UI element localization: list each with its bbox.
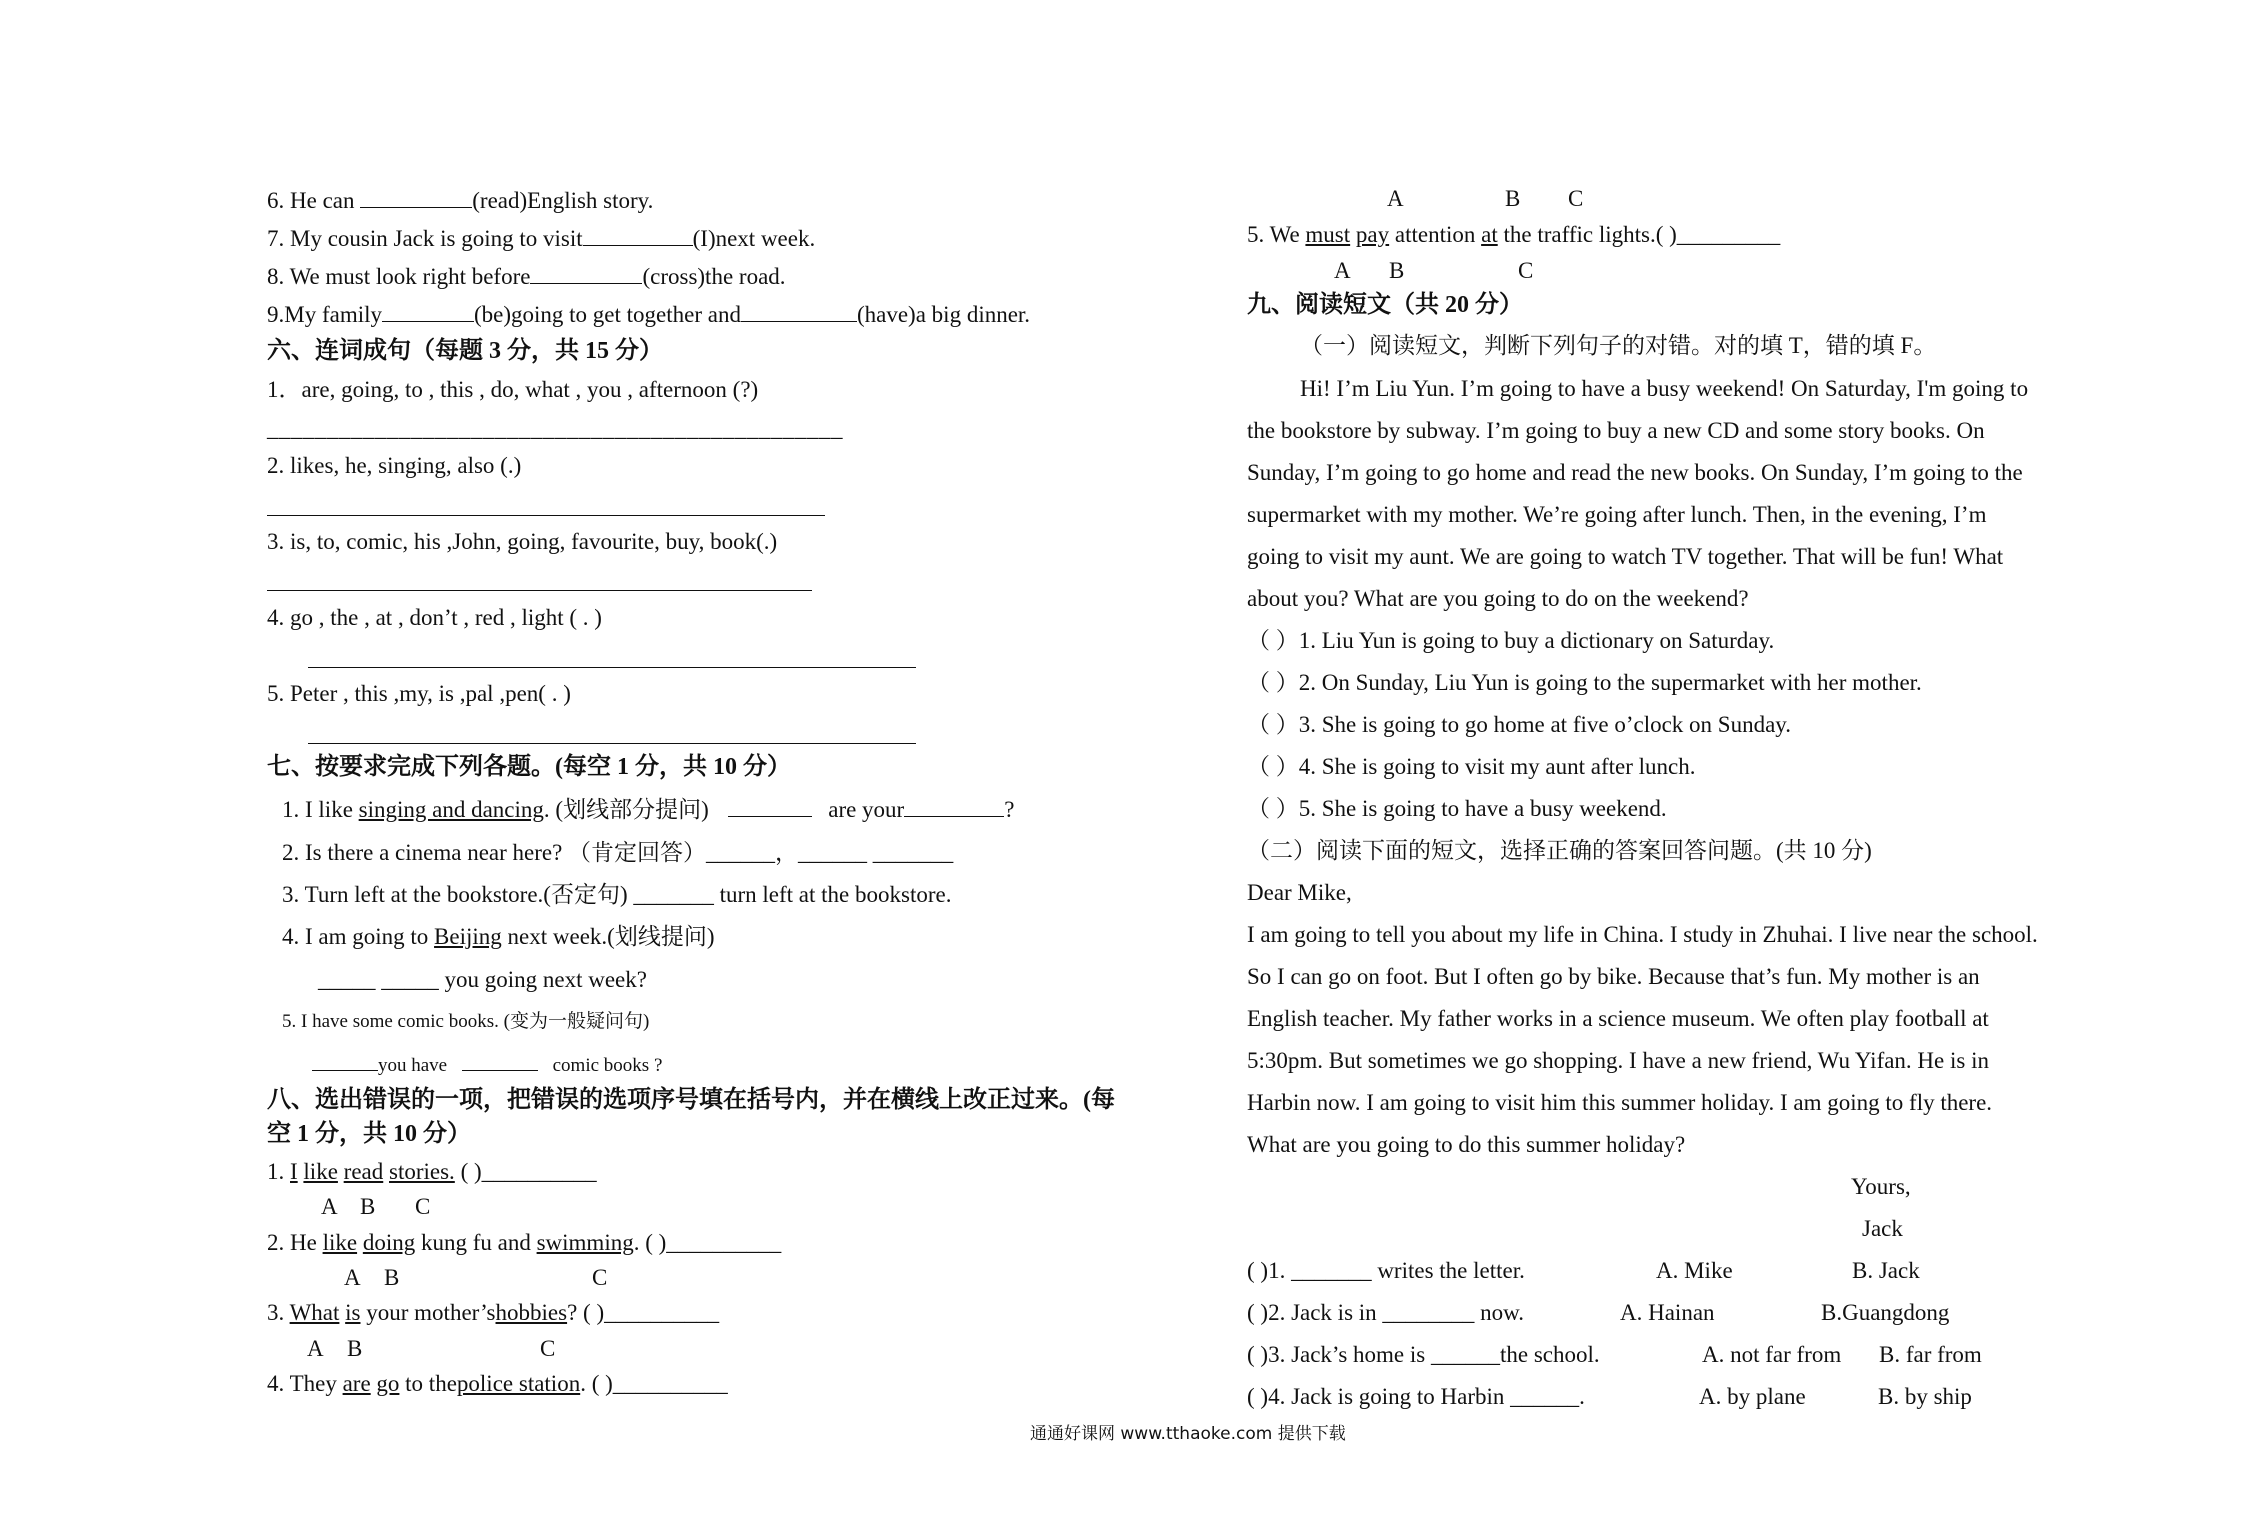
option-label-b: B [1389, 258, 1405, 283]
mc-option-a[interactable]: A. Mike [1656, 1258, 1733, 1283]
q1-prefix: 1. I like [282, 797, 359, 822]
answer-blank[interactable] [382, 301, 474, 322]
fill-item-7-prefix: 7. My cousin Jack is going to visit [267, 226, 583, 251]
q1-underlined-part: singing and dancing [358, 797, 544, 822]
option-label-c: C [540, 1336, 556, 1361]
option-c-word: swimming [536, 1230, 634, 1255]
passage1-line: going to visit my aunt. We are going to watch TV together. That will be fun! What [1247, 544, 2004, 569]
tf-item[interactable]: （ ）4. She is going to visit my aunt after lunch. [1247, 754, 1696, 779]
passage1-line: Hi! I’m Liu Yun. I’m going to have a busy weekend! On Saturday, I'm going to [1300, 376, 2029, 401]
letter-signature: Jack [1862, 1216, 1903, 1241]
passage2-line: Harbin now. I am going to visit him this summer holiday. I am going to fly there. [1247, 1090, 1993, 1115]
option-a-word: like [322, 1230, 358, 1255]
q1-instruction: . (划线部分提问) [543, 797, 709, 822]
answer-slot[interactable]: the traffic lights.( )_________ [1497, 222, 1781, 247]
passage2-line: What are you going to do this summer holiday? [1247, 1132, 1686, 1157]
option-label-c: C [592, 1265, 608, 1290]
section7-heading: 七、按要求完成下列各题。(每空 1 分，共 10 分） [267, 754, 791, 780]
answer-line[interactable] [308, 667, 916, 668]
option-a-word: must [1305, 222, 1351, 247]
fill-item-7 [267, 224, 815, 254]
answer-slot[interactable]: ? ( )__________ [567, 1300, 720, 1325]
fill-item-9 [267, 300, 1030, 330]
q-number: 4. They [267, 1371, 343, 1396]
mc-option-a[interactable]: A. by plane [1699, 1384, 1806, 1409]
q-number: 5. We [1247, 222, 1306, 247]
mc-option-b[interactable]: B. Jack [1852, 1258, 1920, 1283]
option-a-word: I [290, 1159, 298, 1184]
section7-q2: 2. Is there a cinema near here? （肯定回答）______，______ _______ [282, 840, 954, 865]
q-number: 2. He [267, 1230, 323, 1255]
letter-greeting: Dear Mike, [1247, 880, 1352, 905]
option-label-a: A [321, 1194, 338, 1219]
q4-instruction: next week.(划线提问) [501, 924, 715, 949]
option-label-b: B [384, 1265, 400, 1290]
section6-item-4: 4. go , the , at , don’t , red , light ( . ) [267, 605, 602, 630]
section8-q4 [267, 1369, 728, 1399]
fill-item-6-prefix: 6. He can [267, 188, 361, 213]
section8-heading-line2: 空 1 分，共 10 分） [267, 1121, 471, 1147]
option-c-word: hobbies [495, 1300, 568, 1325]
option-b-word: go [376, 1371, 400, 1396]
option-label-b: B [1505, 186, 1521, 211]
passage2-line: I am going to tell you about my life in China. I study in Zhuhai. I live near the school. [1247, 922, 2038, 947]
option-c-word: police station [456, 1371, 581, 1396]
q1-middle: are your [828, 797, 905, 822]
fill-item-9-middle: (be)going to get together and [474, 302, 741, 327]
fill-item-8-prefix: 8. We must look right before [267, 264, 531, 289]
tf-item[interactable]: （ ）2. On Sunday, Liu Yun is going to the supermarket with her mother. [1247, 670, 1922, 695]
section6-item-3: 3. is, to, comic, his ,John, going, favourite, buy, book(.) [267, 529, 778, 554]
passage1-line: Sunday, I’m going to go home and read the new books. On Sunday, I’m going to the [1247, 460, 2023, 485]
fill-item-6 [267, 186, 653, 216]
mc-option-b[interactable]: B. far from [1879, 1342, 1982, 1367]
answer-blank[interactable] [741, 301, 857, 322]
passage1-line: the bookstore by subway. I’m going to buy a new CD and some story books. On [1247, 418, 1985, 443]
fill-item-6-suffix: (read)English story. [472, 188, 654, 213]
option-b-word: is [345, 1300, 361, 1325]
answer-line[interactable] [308, 743, 916, 744]
q4-underlined-part: Beijing [434, 924, 502, 949]
answer-blank[interactable] [583, 225, 693, 246]
q1-end: ? [1004, 797, 1015, 822]
tf-item[interactable]: （ ）1. Liu Yun is going to buy a dictionary on Saturday. [1247, 628, 1775, 653]
section8-q2 [267, 1228, 781, 1258]
section8-heading-line1: 八、选出错误的一项，把错误的选项序号填在括号内，并在横线上改正过来。(每 [267, 1087, 1115, 1113]
letter-closing: Yours, [1851, 1174, 1911, 1199]
option-a-word: What [289, 1300, 340, 1325]
fill-item-7-suffix: (I)next week. [692, 226, 816, 251]
section7-q4-answer[interactable]: _____ _____ you going next week? [318, 967, 647, 992]
option-label-c: C [1518, 258, 1534, 283]
mc-option-b[interactable]: B. by ship [1878, 1384, 1972, 1409]
footer-source: 通通好课网 www.tthaoke.com 提供下载 [1030, 1424, 1346, 1444]
mc-question[interactable]: ( )2. Jack is in ________ now. [1247, 1300, 1525, 1325]
option-b-word: pay [1355, 222, 1390, 247]
mc-question[interactable]: ( )1. _______ writes the letter. [1247, 1258, 1525, 1283]
sentence-text: kung fu and [415, 1230, 537, 1255]
section8-q3 [267, 1298, 719, 1328]
mc-option-a[interactable]: A. Hainan [1620, 1300, 1715, 1325]
passage1-line: supermarket with my mother. We’re going after lunch. Then, in the evening, I’m [1247, 502, 1987, 527]
option-label-c: C [415, 1194, 431, 1219]
section8-q1 [267, 1157, 597, 1187]
option-label-b: B [360, 1194, 376, 1219]
part1-instruction: （一）阅读短文，判断下列句子的对错。对的填 T，错的填 F。 [1300, 333, 1937, 358]
answer-blank[interactable] [312, 1050, 378, 1071]
section7-q5: 5. I have some comic books. (变为一般疑问句) [282, 1011, 650, 1032]
section8-q5 [1247, 220, 1780, 250]
fill-item-9-prefix: 9.My family [267, 302, 382, 327]
tf-item[interactable]: （ ）3. She is going to go home at five o’clock on Sunday. [1247, 712, 1792, 737]
section7-q5-answer [312, 1050, 662, 1081]
section6-item-2: 2. likes, he, singing, also (.) [267, 453, 522, 478]
section7-q4 [282, 922, 714, 952]
answer-line[interactable] [267, 590, 812, 591]
answer-blank[interactable] [462, 1050, 538, 1071]
sentence-word: stories. [389, 1159, 455, 1184]
section6-item-1: 1．are, going, to , this , do, what , you , afternoon (?) [267, 377, 759, 402]
part2-instruction: （二）阅读下面的短文，选择正确的答案回答问题。(共 10 分) [1247, 838, 1872, 863]
option-c-word: at [1481, 222, 1498, 247]
option-label-a: A [344, 1265, 361, 1290]
section7-q3: 3. Turn left at the bookstore.(否定句) _______ turn left at the bookstore. [282, 882, 952, 907]
option-label-a: A [1387, 186, 1404, 211]
passage1-line: about you? What are you going to do on the weekend? [1247, 586, 1749, 611]
fill-item-9-suffix: (have)a big dinner. [856, 302, 1031, 327]
section7-q1 [282, 795, 1014, 825]
sentence-text: attention [1389, 222, 1482, 247]
answer-line[interactable] [267, 515, 825, 516]
section6-heading: 六、连词成句（每题 3 分，共 15 分） [267, 338, 663, 364]
tf-item[interactable]: （ ）5. She is going to have a busy weekend. [1247, 796, 1667, 821]
q-number: 3. [267, 1300, 290, 1325]
option-a-word: are [342, 1371, 371, 1396]
option-label-a: A [307, 1336, 324, 1361]
mc-option-b[interactable]: B.Guangdong [1821, 1300, 1950, 1325]
mc-option-a[interactable]: A. not far from [1702, 1342, 1842, 1367]
mc-question[interactable]: ( )3. Jack’s home is ______the school. [1247, 1342, 1600, 1367]
answer-slot[interactable]: ( )__________ [454, 1159, 597, 1184]
answer-slot[interactable]: . ( )__________ [633, 1230, 782, 1255]
passage2-line: English teacher. My father works in a science museum. We often play football at [1247, 1006, 1989, 1031]
mc-question[interactable]: ( )4. Jack is going to Harbin ______. [1247, 1384, 1585, 1409]
passage2-line: 5:30pm. But sometimes we go shopping. I have a new friend, Wu Yifan. He is in [1247, 1048, 1989, 1073]
answer-blank[interactable] [530, 263, 642, 284]
answer-blank[interactable] [360, 187, 472, 208]
option-label-a: A [1334, 258, 1351, 283]
answer-blank[interactable] [728, 796, 812, 817]
answer-slot[interactable]: . ( )__________ [580, 1371, 728, 1396]
answer-blank[interactable] [904, 796, 1004, 817]
q4-prefix: 4. I am going to [282, 924, 435, 949]
option-b-word: doing [362, 1230, 416, 1255]
q5-answer-end: comic books ? [552, 1055, 663, 1076]
fill-item-8-suffix: (cross)the road. [642, 264, 786, 289]
q-number: 1. [267, 1159, 290, 1184]
section9-heading: 九、阅读短文（共 20 分） [1247, 292, 1523, 318]
option-label-c: C [1568, 186, 1584, 211]
passage2-line: So I can go on foot. But I often go by bike. Because that’s fun. My mother is an [1247, 964, 1980, 989]
section6-item-5: 5. Peter , this ,my, is ,pal ,pen( . ) [267, 681, 571, 706]
option-c-word: read [343, 1159, 384, 1184]
sentence-text: your mother’s [360, 1300, 496, 1325]
fill-item-8 [267, 262, 786, 292]
sentence-text: to the [399, 1371, 457, 1396]
section6-item-1-answer-line[interactable]: ________________________________________________ [267, 416, 843, 441]
option-label-b: B [347, 1336, 363, 1361]
q5-answer-mid: you have [378, 1055, 448, 1076]
option-b-word: like [303, 1159, 338, 1184]
